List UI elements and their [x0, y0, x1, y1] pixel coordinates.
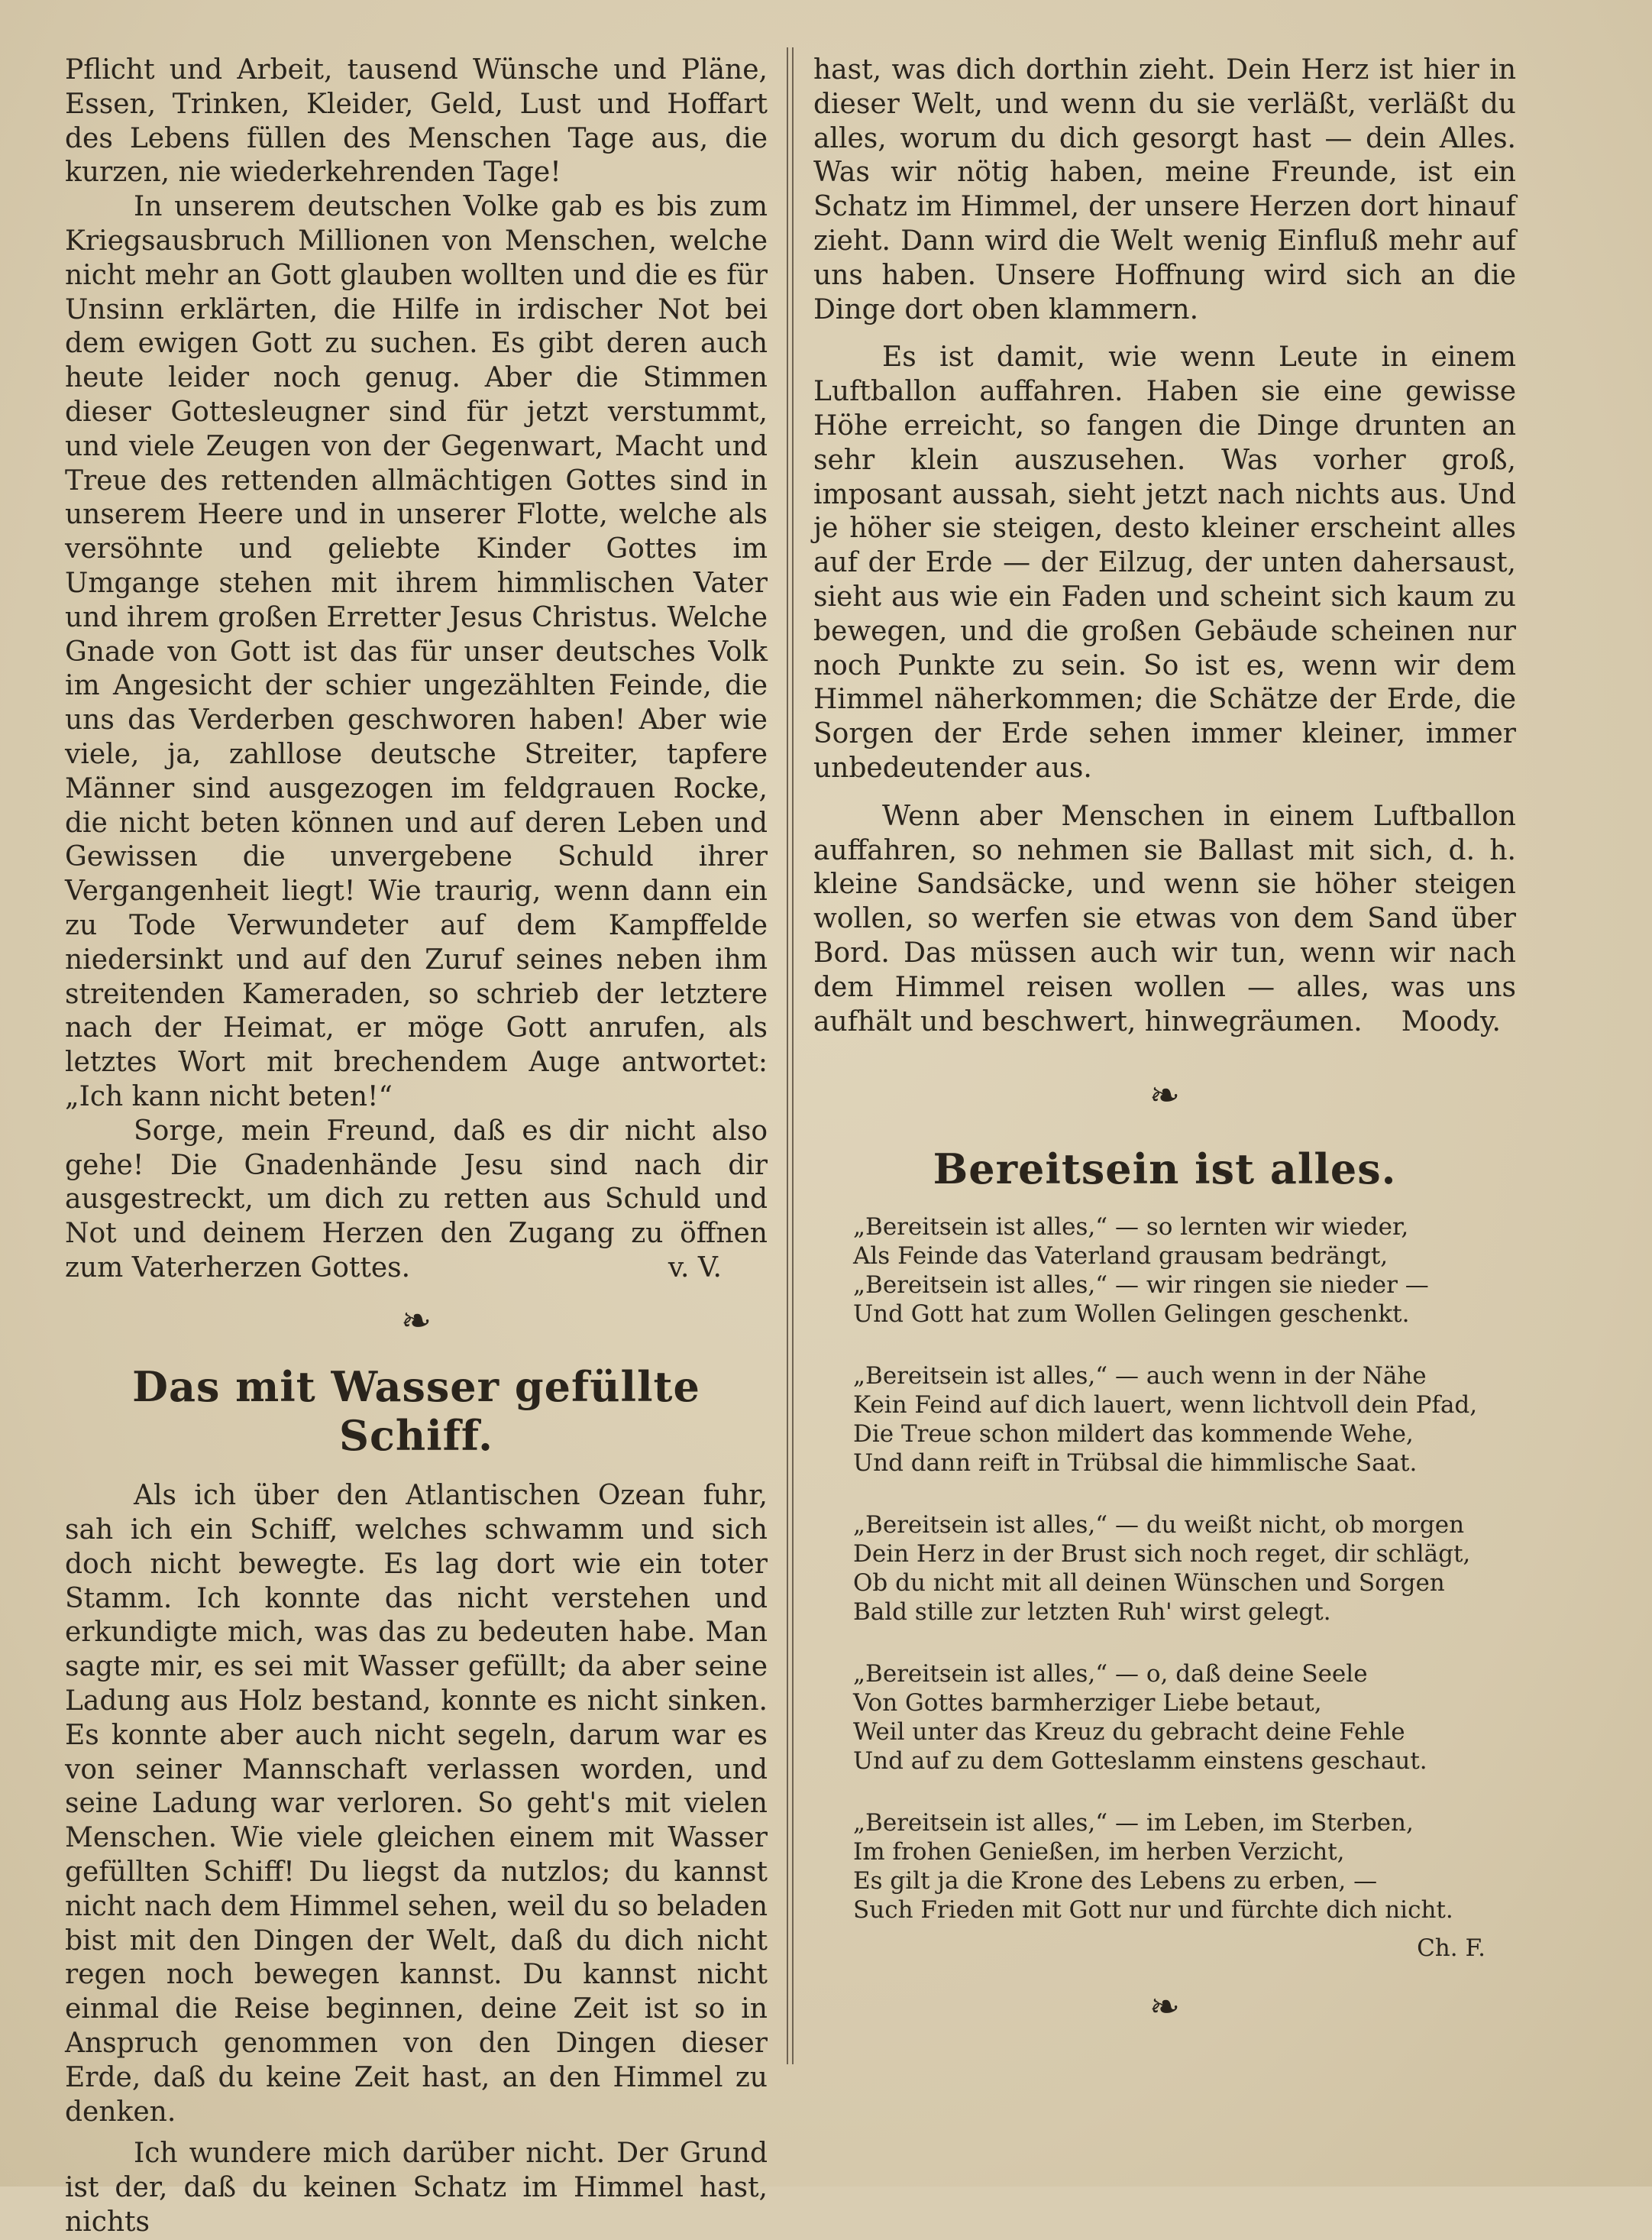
paragraph: Ich wundere mich darüber nicht. Der Grund ist der, daß du keinen Schatz im Himmel hast, nichts — [65, 2138, 768, 2238]
poem-line: Such Frieden mit Gott nur und fürchte dich nicht. — [853, 1896, 1453, 1924]
signature: Moody. — [1401, 1005, 1501, 1037]
poem-line: „Bereitsein ist alles,“ — o, daß deine Seele — [853, 1660, 1368, 1688]
signature: v. V. — [668, 1251, 722, 1283]
article-heading: Das mit Wasser gefüllte Schiff. — [132, 1361, 700, 1461]
paragraph: In unserem deutschen Volke gab es bis zum Kriegsausbruch Millionen von Menschen, welche nicht mehr an Gott glauben wollten und die es für Unsinn erklärten, die Hilfe in irdischer Not bei dem ewigen Gott zu suchen. Es gibt deren auch heute leider noch genug. Aber die Stimmen dieser Gottesleugner sind für jetzt verstummt, und viele Zeugen von der Gegenwart, Macht und Treue des rettenden allmächtigen Gottes sind in unserem Heere und in unserer Flotte, welche als versöhnte und geliebte Kinder Gottes im Umgange stehen mit ihrem himmlischen Vater und ihrem großen Erretter Jesus Christus. Welche Gnade von Gott ist das für unser deutsches Volk im Angesicht der schier ungezählten Feinde, die uns das Verderben geschworen haben! Aber wie viele, ja, zahllose deutsche Streiter, tapfere Männer sind ausgezogen im feldgrauen Rocke, die nicht beten können und auf deren Leben und Gewissen die unvergebene Schuld ihrer Vergangenheit liegt! Wie traurig, wenn dann ein zu Tode Verwundeter auf dem Kampffelde niedersinkt und auf den Zuruf seines neben ihm streitenden Kameraden, so schrieb der letztere nach der Heimat, er möge Gott anrufen, als letztes Wort mit brechendem Auge antwortet: „Ich kann nicht beten!“ — [65, 191, 768, 1112]
poem-stanza — [853, 1212, 1516, 1329]
paragraph: hast, was dich dorthin zieht. Dein Herz ist hier in dieser Welt, und wenn du sie verläßt, verläßt du alles, worum du dich gesorgt hast — dein Alles. Was wir nötig haben, meine Freunde, ist ein Schatz im Himmel, der unsere Herzen dort hinauf zieht. Dann wird die Welt wenig Einfluß mehr auf uns haben. Unsere Hoffnung wird sich an die Dinge dort oben klammern. — [813, 54, 1516, 325]
poem-line: „Bereitsein ist alles,“ — so lernten wir wieder, — [853, 1213, 1409, 1241]
poem-line: Von Gottes barmherziger Liebe betaut, — [853, 1689, 1322, 1717]
poem-line: „Bereitsein ist alles,“ — auch wenn in der Nähe — [853, 1362, 1427, 1390]
poem-line: „Bereitsein ist alles,“ — du weißt nicht, ob morgen — [853, 1511, 1465, 1539]
poem-line: Und Gott hat zum Wollen Gelingen geschenkt. — [853, 1300, 1410, 1329]
poem-line: „Bereitsein ist alles,“ — im Leben, im Sterben, — [853, 1809, 1414, 1837]
poem-line: Kein Feind auf dich lauert, wenn lichtvoll dein Pfad, — [853, 1391, 1478, 1419]
paragraph: Wenn aber Menschen in einem Luftballon auffahren, so nehmen sie Ballast mit sich, d. h. kleine Sandsäcke, und wenn sie höher steigen wollen, so werfen sie etwas von dem Sand über Bord. Das müssen auch wir tun, wenn wir nach dem Himmel reisen wollen — alles, was uns aufhält und beschwert, hinwegräumen. — [813, 800, 1516, 1037]
ornament-icon: ❧ — [1149, 1074, 1181, 1118]
paragraph: Es ist damit, wie wenn Leute in einem Luftballon auffahren. Haben sie eine gewisse Höhe erreicht, so fangen die Dinge drunten an sehr klein auszusehen. Was vorher groß, imposant aussah, sieht jetzt nach nichts aus. Und je höher sie steigen, desto kleiner erscheint alles auf der Erde — der Eilzug, der unten dahersaust, sieht aus wie ein Faden und scheint sich kaum zu bewegen, und die großen Gebäude scheinen nur noch Punkte zu sein. So ist es, wenn wir dem Himmel näherkommen; die Schätze der Erde, die Sorgen der Erde sehen immer kleiner, immer unbedeutender aus. — [813, 342, 1516, 784]
left-column — [65, 53, 768, 2240]
column-divider — [792, 47, 794, 2064]
poem-line: Weil unter das Kreuz du gebracht deine Fehle — [853, 1718, 1405, 1746]
right-column — [813, 53, 1516, 2041]
poem-line: „Bereitsein ist alles,“ — wir ringen sie nieder — — [853, 1271, 1429, 1300]
poem-line: Bald stille zur letzten Ruh' wirst gelegt. — [853, 1598, 1331, 1627]
poem-line: Die Treue schon mildert das kommende Wehe, — [853, 1420, 1414, 1449]
poem-heading: Bereitsein ist alles. — [933, 1144, 1397, 1194]
poem-line: Als Feinde das Vaterland grausam bedrängt, — [853, 1242, 1389, 1271]
poem — [853, 1212, 1516, 1924]
poem-line: Ob du nicht mit all deinen Wünschen und Sorgen — [853, 1569, 1445, 1597]
poem-line: Es gilt ja die Krone des Lebens zu erben, — — [853, 1867, 1378, 1895]
poem-line: Und dann reift in Trübsal die himmlische Saat. — [853, 1449, 1418, 1478]
poem-stanza — [853, 1659, 1516, 1775]
poem-line: Dein Herz in der Brust sich noch reget, dir schlägt, — [853, 1540, 1471, 1568]
paragraph: Sorge, mein Freund, daß es dir nicht also gehe! Die Gnadenhände Jesu sind nach dir ausgestreckt, um dich zu retten aus Schuld und Not und deinem Herzen den Zugang zu öffnen zum Vaterherzen Gottes. — [65, 1115, 768, 1283]
poem-line: Im frohen Genießen, im herben Verzicht, — [853, 1838, 1345, 1866]
poem-signature: Ch. F. — [1417, 1934, 1486, 1963]
poem-stanza — [853, 1510, 1516, 1627]
paragraph: Als ich über den Atlantischen Ozean fuhr, sah ich ein Schiff, welches schwamm und sich doch nicht bewegte. Es lag dort wie ein toter Stamm. Ich konnte das nicht verstehen und erkundigte mich, was das zu bedeuten habe. Man sagte mir, es sei mit Wasser gefüllt; da aber seine Ladung aus Holz bestand, konnte es nicht sinken. Es konnte aber auch nicht segeln, darum war es von seiner Mannschaft verlassen worden, und seine Ladung war verloren. So geht's mit vielen Menschen. Wie viele gleichen einem mit Wasser gefüllten Schiff! Du liegst da nutzlos; du kannst nicht nach dem Himmel sehen, weil du so beladen bist mit den Dingen der Welt, daß du dich nicht regen noch bewegen kannst. Du kannst nicht einmal die Reise beginnen, deine Zeit ist so in Anspruch genommen von den Dingen dieser Erde, daß du keine Zeit hast, an den Himmel zu denken. — [65, 1480, 768, 2128]
poem-stanza — [853, 1361, 1516, 1478]
ornament-icon: ❧ — [1149, 1985, 1181, 2028]
poem-line: Und auf zu dem Gotteslamm einstens geschaut. — [853, 1747, 1427, 1775]
ornament-icon: ❧ — [400, 1299, 432, 1342]
poem-stanza — [853, 1808, 1516, 1924]
column-divider — [787, 47, 788, 2064]
paragraph: Pflicht und Arbeit, tausend Wünsche und Pläne, Essen, Trinken, Kleider, Geld, Lust und Hoffart des Lebens füllen des Menschen Tage aus, die kurzen, nie wiederkehrenden Tage! — [65, 54, 768, 189]
